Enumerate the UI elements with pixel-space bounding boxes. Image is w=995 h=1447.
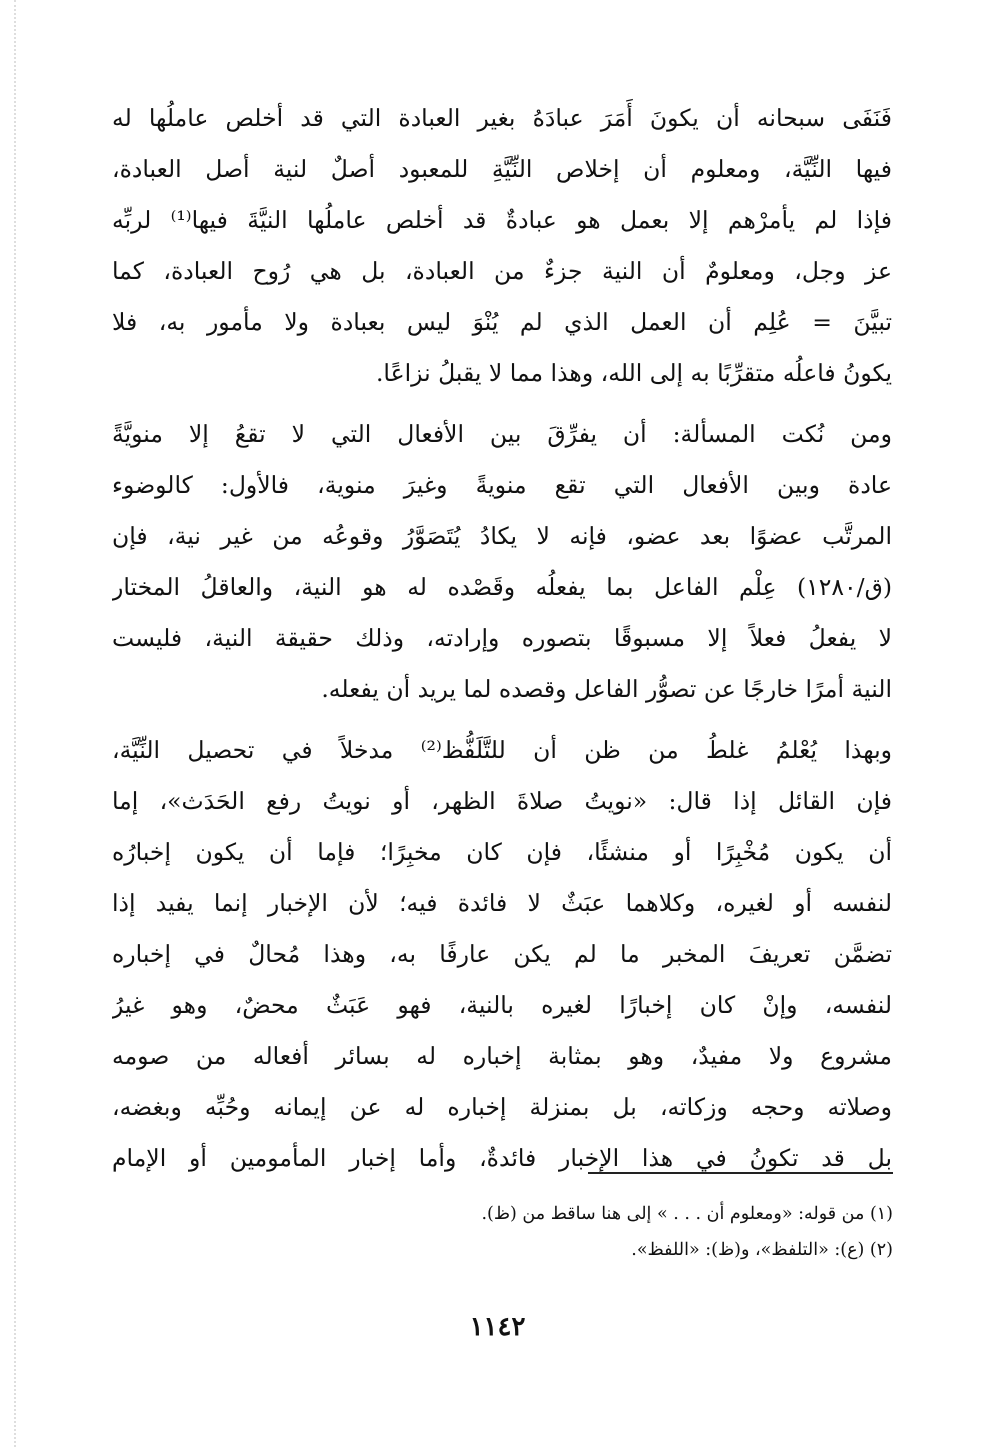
text-line: النية أمرًا خارجًا عن تصوُّر الفاعل وقصده لما يريد أن يفعله. [321,675,892,703]
text-line: لنفسه، وإنْ كان إخبارًا لغيره بالنية، فهو عَبَثٌ محضٌ، وهو غيرُ [112,991,892,1019]
text-line: مشروع ولا مفيدٌ، وهو بمثابة إخباره له بسائر أفعاله من صومه [112,1042,892,1070]
scan-margin-dots [14,0,20,1447]
text-line: فإذا لم يأمرْهم إلا بعمل هو عبادةٌ قد أخلص عاملُها النيَّةَ فيها⁽¹⁾ لربِّه [112,206,892,234]
text-line: ومن نُكت المسألة: أن يفرِّقَ بين الأفعال التي لا تقعُ إلا منويَّةً [112,420,892,448]
text-line: فَنَفَى سبحانه أن يكونَ أَمَرَ عبادَهُ بغير العبادة التي قد أخلص عاملُها له [112,104,892,132]
text-line: فإن القائل إذا قال: «نويتُ صلاةَ الظهر، أو نويتُ رفع الحَدَث»، إما [112,787,892,815]
text-line: بل قد تكونُ في هذا الإخبار فائدةٌ، وأما إخبار المأمومين أو الإمام [112,1144,892,1172]
text-line: المرتَّب عضوًا بعد عضو، فإنه لا يكادُ يُتَصَوَّرُ وقوعُه من غير نية، فإن [112,522,892,550]
text-line: أن يكون مُخْبِرًا أو منشئًا، فإن كان مخبِرًا؛ فإما أن يكون إخبارُه [112,838,892,866]
text-line: وبهذا يُعْلمُ غلطُ من ظن أن للتَّلَفُّظ⁽²⁾ مدخلاً في تحصيل النِّيَّة، [112,736,892,764]
text-line: وصلاته وحجه وزكاته، بل بمنزلة إخباره له عن إيمانه وحُبِّه وبغضه، [112,1093,892,1121]
text-line: عادة وبين الأفعال التي تقع منويةً وغيرَ منوية، فالأول: كالوضوء [112,471,892,499]
footnote-1: (١) من قوله: «ومعلوم أن . . . » إلى هنا ساقط من (ظ). [481,1204,893,1224]
text-line: تضمَّن تعريفَ المخبر ما لم يكن عارفًا به، وهذا مُحالٌ في إخباره [112,940,892,968]
text-line: تبيَّنَ = عُلِم أن العمل الذي لم يُنْوَ ليس بعبادة ولا مأمور به، فلا [112,308,892,336]
text-line: عز وجل، ومعلومٌ أن النية جزءٌ من العبادة، بل هي رُوح العبادة، كما [112,257,892,285]
text-line: لنفسه أو لغيره، وكلاهما عبَثٌ لا فائدة فيه؛ لأن الإخبار إنما يفيد إذا [112,889,892,917]
text-line: يكونُ فاعلُه متقرِّبًا به إلى الله، وهذا مما لا يقبلُ نزاعًا. [375,359,892,387]
text-line: فيها النِّيَّة، ومعلوم أن إخلاص النِّيَّةِ للمعبود أصلٌ لنية أصل العبادة، [112,155,892,183]
footnote-separator [588,1172,893,1174]
text-line: لا يفعلُ فعلاً إلا مسبوقًا بتصوره وإرادته، وذلك حقيقة النية، فليست [112,624,892,652]
page-number: ١١٤٢ [469,1312,526,1342]
footnote-2: (٢) (ع): «التلفظ»، و(ظ): «اللفظ». [631,1240,893,1260]
text-line: (ق/١٢٨٠) عِلْم الفاعل بما يفعلُه وقَصْده له هو النية، والعاقلُ المختار [112,573,892,601]
